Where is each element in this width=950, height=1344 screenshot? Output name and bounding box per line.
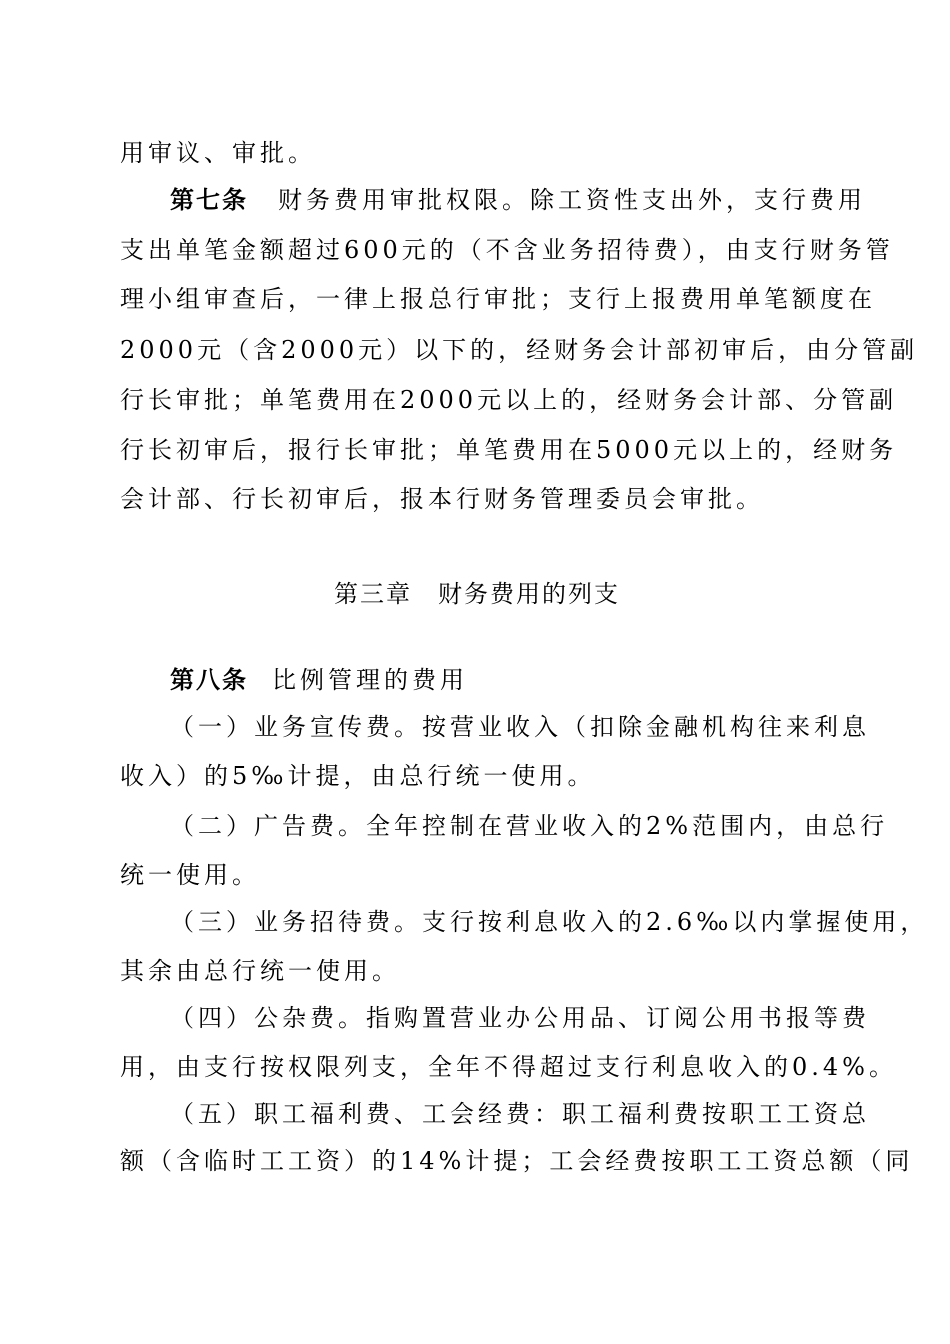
text-line: （三）业务招待费。支行按利息收入的2.6‰以内掌握使用， — [170, 908, 929, 936]
text-line: 行长审批；单笔费用在2000元以上的，经财务会计部、分管副 — [120, 386, 898, 414]
text-line: 收入）的5‰计提，由总行统一使用。 — [120, 762, 596, 790]
text-line: 理小组审查后，一律上报总行审批；支行上报费用单笔额度在 — [120, 285, 876, 313]
text-line: 统一使用。 — [120, 861, 260, 889]
text-line: 其余由总行统一使用。 — [120, 957, 400, 985]
article-7-label: 第七条 — [170, 186, 248, 214]
text-line: （四）公杂费。指购置营业办公用品、订阅公用书报等费 — [170, 1004, 870, 1032]
text-line: 2000元（含2000元）以下的，经财务会计部初审后，由分管副 — [120, 336, 919, 364]
text-line: 额（含临时工工资）的14%计提；工会经费按职工工资总额（同 — [120, 1147, 914, 1175]
text-line: 支出单笔金额超过600元的（不含业务招待费），由支行财务管 — [120, 236, 894, 264]
text-line: （二）广告费。全年控制在营业收入的2%范围内，由总行 — [170, 812, 889, 840]
article-8-label: 第八条 — [170, 666, 248, 694]
text-line: 财务费用审批权限。除工资性支出外，支行费用 — [278, 186, 866, 214]
text-line: 比例管理的费用 — [272, 666, 468, 694]
text-line: 用审议、审批。 — [120, 139, 316, 167]
text-line: 用，由支行按权限列支，全年不得超过支行利息收入的0.4%。 — [120, 1053, 897, 1081]
text-line: 行长初审后，报行长审批；单笔费用在5000元以上的，经财务 — [120, 436, 898, 464]
text-line: （一）业务宣传费。按营业收入（扣除金融机构往来利息 — [170, 713, 870, 741]
text-line: 会计部、行长初审后，报本行财务管理委员会审批。 — [120, 485, 764, 513]
text-line: （五）职工福利费、工会经费：职工福利费按职工工资总 — [170, 1100, 870, 1128]
chapter-heading: 第三章 财务费用的列支 — [334, 580, 620, 608]
